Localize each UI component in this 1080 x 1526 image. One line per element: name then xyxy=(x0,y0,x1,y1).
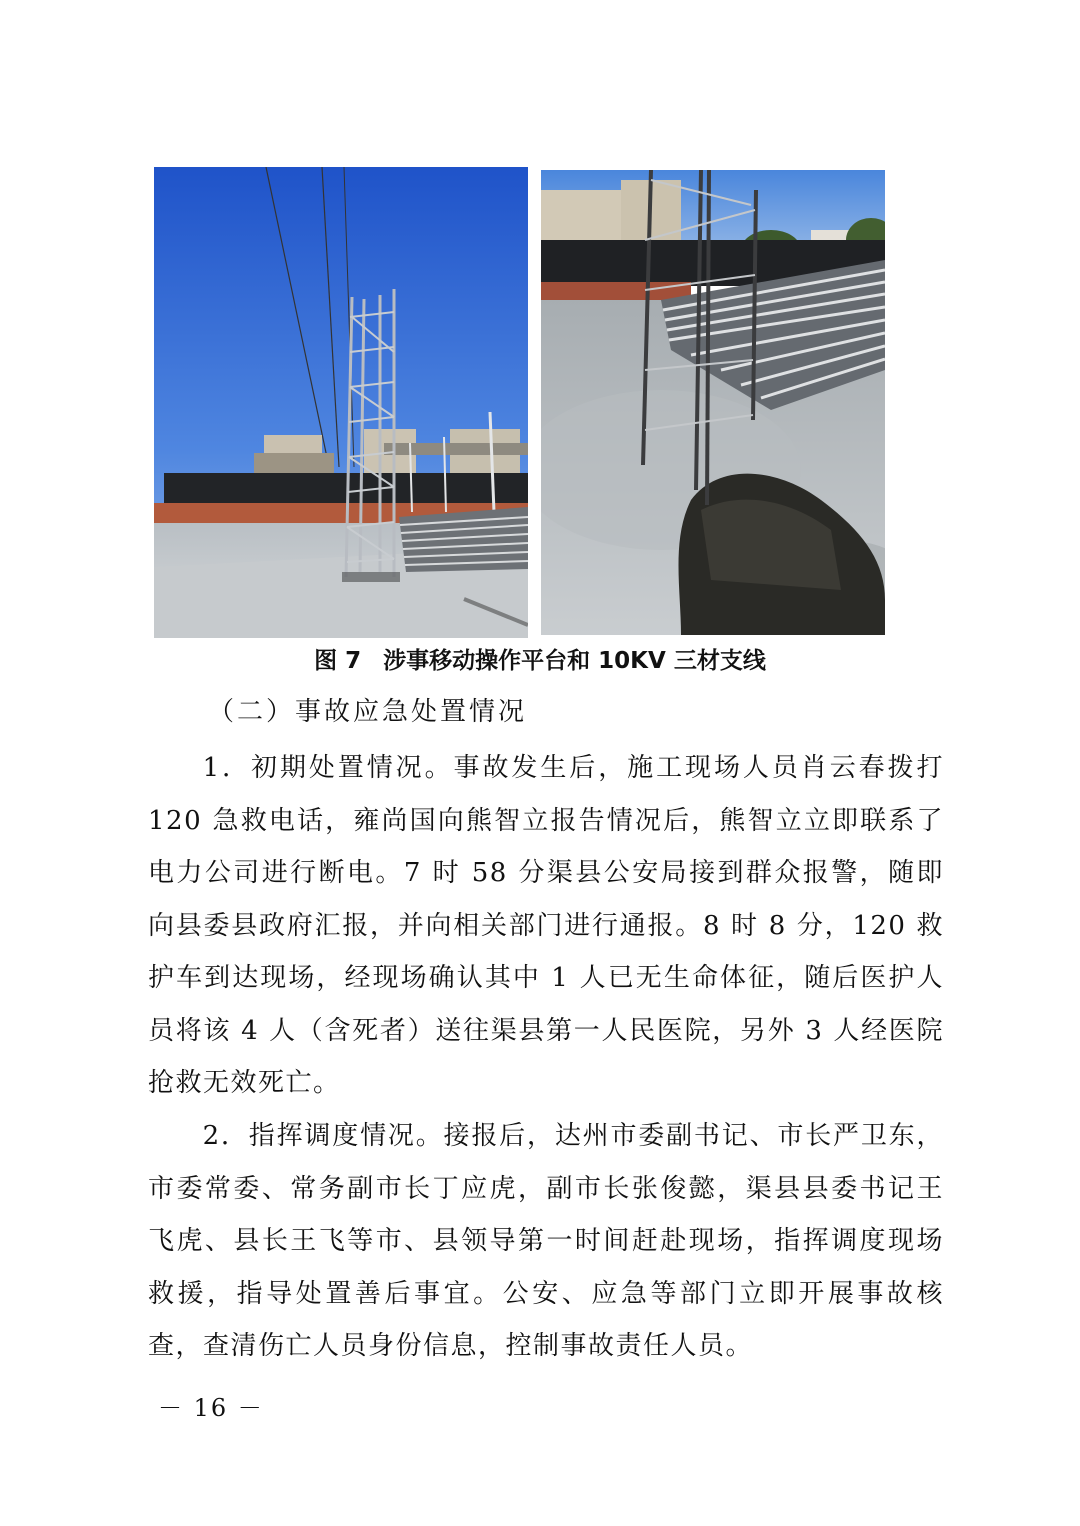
figure-caption xyxy=(0,644,1080,678)
paragraph-command-dispatch: 2．指挥调度情况。接报后，达州市委副书记、市长严卫东，市委常委、常务副市长丁应虎，副市长张俊懿，渠县县委书记王飞虎、县长王飞等市、县领导第一时间赶赴现场，指挥调度现场救援，指导处置善后事宜。公安、应急等部门立即开展事故核查，查清伤亡人员身份信息，控制事故责任人员。 xyxy=(148,1121,944,1361)
figure-photo-left xyxy=(154,167,528,638)
figure-caption-text: 涉事移动操作平台和 10KV 三材支线 xyxy=(383,648,766,674)
page-number: － 16 － xyxy=(158,1394,264,1422)
figure-photo-right xyxy=(541,170,885,635)
section-heading: （二）事故应急处置情况 xyxy=(208,697,528,727)
scaffold-photo-image xyxy=(154,167,528,638)
figure-number: 图 7 xyxy=(314,648,362,674)
paragraph-initial-response: 1．初期处置情况。事故发生后，施工现场人员肖云春拨打 120 急救电话，雍尚国向熊智立报告情况后，熊智立立即联系了电力公司进行断电。7 时 58 分渠县公安局接到群众报警，随即向县委县政府汇报，并向相关部门进行通报。8 时 8 分，120 救护车到达现场，经现场确认其中 1 人已无生命体征，随后医护人员将该 4 人（含死者）送往渠县第一人民医院，另外 3 人经医院抢救无效死亡。 xyxy=(148,753,944,1098)
scaffold-panels-photo-image xyxy=(541,170,885,635)
